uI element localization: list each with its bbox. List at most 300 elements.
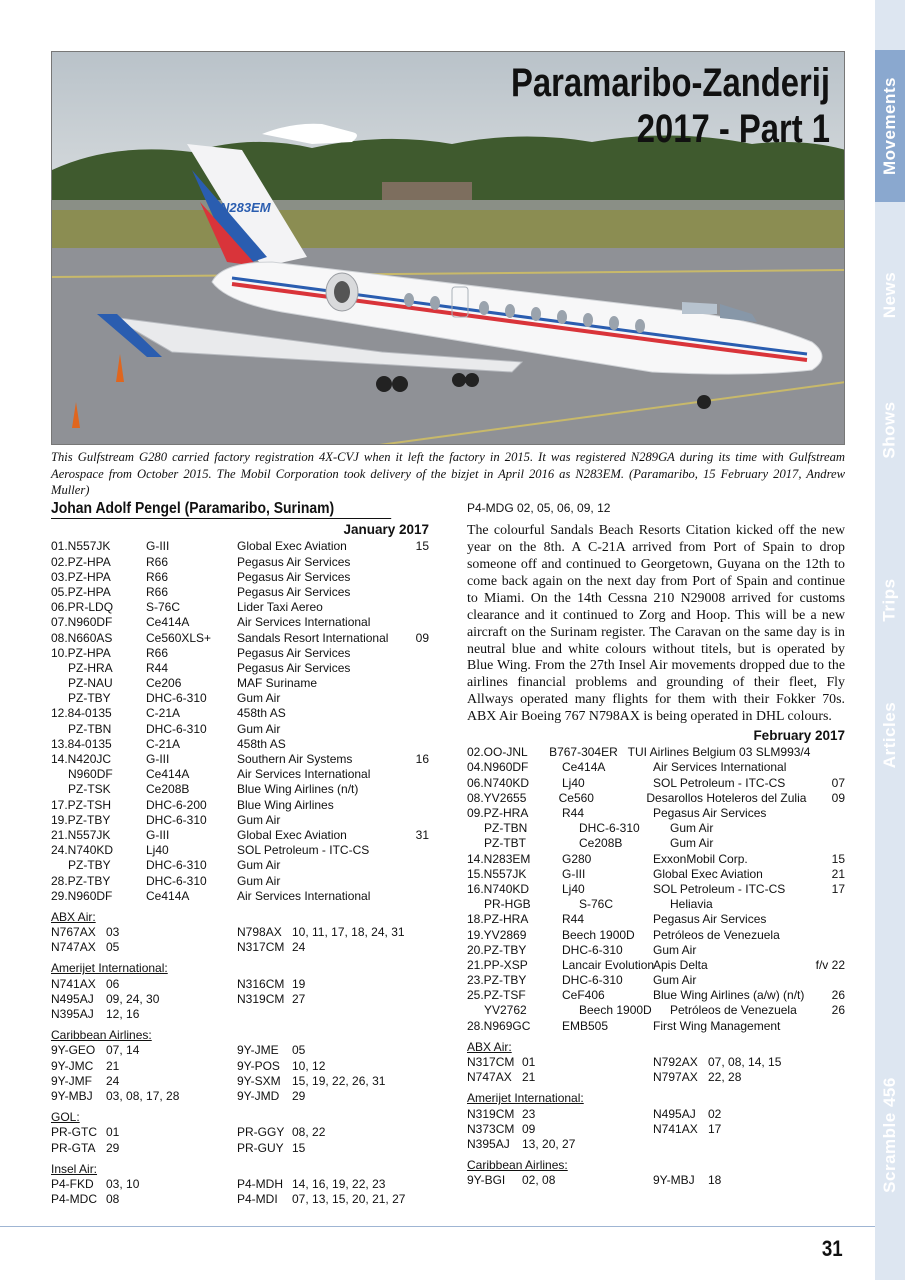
registration: N317CM [467,1055,515,1070]
registration: PR-GUY [237,1140,284,1155]
visit-dates: 24 [292,940,306,955]
airline-groups [51,910,429,1207]
movement-row [467,791,845,806]
aircraft-type: S-76C [146,600,181,615]
departure-date [805,943,845,958]
aircraft-type: Ce414A [562,760,606,775]
visit-dates: 03, 10 [106,1176,140,1191]
registration: PR-HGB [484,897,531,912]
tab-news[interactable]: News [880,271,900,319]
registration: N395AJ [51,1007,94,1022]
aircraft-entry [237,1192,423,1207]
movement-row [51,858,429,873]
aircraft-type: Ce414A [146,615,190,630]
airline-row [51,940,429,955]
departure-date [389,585,429,600]
tab-trips[interactable]: Trips [880,578,899,622]
aircraft-entry [653,1107,839,1122]
aircraft-type: Beech 1900D [579,1003,652,1018]
aircraft-type: R44 [146,660,169,675]
visit-dates: 21 [522,1070,536,1085]
visit-dates: 15, 19, 22, 26, 31 [292,1073,386,1088]
registration: PZ-TBY [68,691,111,706]
visit-dates: 07, 13, 15, 20, 21, 27 [292,1192,406,1207]
movement-row [467,882,845,897]
registration: 13.84-0135 [51,736,112,751]
aircraft-entry [51,1043,237,1058]
operator: Southern Air Systems [237,752,353,767]
airline-group [467,1091,845,1152]
report-paragraph: The colourful Sandals Beach Resorts Citation kicked off the new year on the 8th. A C-21A arrived from Port of Spain to drop someone off and continued to Georgetown, Guyana on the 12th to come back again on the next day from Port of Spain and continue to Miami. On the 14th Cessna 210 N29008 arrived for customs clearance and it continued to Zorg and Hoop. This will be a new aircraft on the Surinam register. The Caravan on the same day is in neutral blue and white colours without titels, but is operated by Blue Wing. From the 27th Insel Air movements dropped due to the airlines financial problems and grounding of their fleet, Fly Allways operated many flights for them with their Fokker 70s. ABX Air Boeing 767 N798AX is being operated in DHL colours. [467,523,845,725]
aircraft-type: Lj40 [562,881,585,896]
operator: Gum Air [237,873,281,888]
movement-row [51,752,429,767]
aircraft-entry [237,1007,423,1022]
departure-date: 15 [831,851,845,866]
registration [237,1007,292,1022]
visit-dates: 13, 20, 27 [522,1137,576,1151]
operator: Gum Air [670,836,714,851]
aircraft-entry [237,940,423,955]
aircraft-type: R44 [562,912,585,927]
registration: 19.YV2869 [467,927,527,942]
aircraft-type: Ce560XLS+ [146,630,212,645]
tail-registration: N283EM [220,200,271,215]
registration: N747AX [467,1070,512,1085]
airline-group [467,1158,845,1188]
registration: 08.YV2655 [467,790,527,805]
registration: N319CM [237,991,285,1006]
aircraft-type: S-76C [579,897,614,912]
visit-dates: 24 [106,1073,120,1088]
movement-row [51,691,429,706]
airline-name: ABX Air: [467,1039,512,1054]
movement-row [467,928,845,943]
registration: PR-GGY [237,1125,285,1140]
departure-date: 26 [831,988,845,1003]
visit-dates: 23 [522,1106,536,1121]
operator: Pegasus Air Services [237,569,351,584]
aircraft-entry [237,992,423,1007]
departure-date [389,706,429,721]
movement-row [467,867,845,882]
aircraft-type: DHC-6-310 [146,691,207,706]
registration: 9Y-MBJ [51,1089,93,1104]
aircraft-type: G-III [146,752,170,767]
registration [653,1137,708,1152]
registration: 20.PZ-TBY [467,942,527,957]
movement-list [467,745,845,1034]
airline-group [467,1040,845,1086]
movement-row [467,958,845,973]
departure-date [805,806,845,821]
operator: Sandals Resort International [237,630,389,645]
movement-row [467,912,845,927]
aircraft-type: DHC-6-310 [562,973,623,988]
aircraft-entry [237,1089,423,1104]
movement-row [51,570,429,585]
aircraft-entry [467,1107,653,1122]
operator: Gum Air [237,691,281,706]
airline-group [51,1162,429,1208]
operator: Blue Wing Airlines (n/t) [237,782,359,797]
visit-dates: 01 [522,1055,536,1070]
operator: Gum Air [237,858,281,873]
aircraft-entry [237,1043,423,1058]
airline-name: Caribbean Airlines: [51,1028,152,1043]
visit-dates: 02, 08 [522,1173,556,1188]
aircraft-type: DHC-6-310 [146,812,207,827]
registration: 14.N420JC [51,752,112,767]
registration: 9Y-GEO [51,1043,96,1058]
departure-date: 09 [831,790,845,805]
operator: Pegasus Air Services [237,584,351,599]
operator: SOL Petroleum - ITC-CS [653,775,786,790]
airline-row [51,1059,429,1074]
aircraft-type: R44 [562,806,585,821]
month-heading: February 2017 [753,728,845,744]
departure-date [805,912,845,927]
operator: SOL Petroleum - ITC-CS [653,881,786,896]
registration: N373CM [467,1121,515,1136]
aircraft-entry [51,1007,237,1022]
visit-dates: 05 [106,940,120,955]
registration: N495AJ [51,991,94,1006]
movement-row [51,843,429,858]
aircraft-entry [51,1125,237,1140]
movement-row [51,555,429,570]
departure-date: 16 [415,752,429,767]
operator: Pegasus Air Services [237,660,351,675]
registration: 04.N960DF [467,760,529,775]
registration: N747AX [51,940,96,955]
visit-dates: 08, 22 [292,1125,326,1140]
tab-issue[interactable]: Scramble 456 [880,1077,900,1193]
airline-row [467,1122,845,1137]
departure-date [389,722,429,737]
operator: Gum Air [237,812,281,827]
operator: Petróleos de Venezuela [653,927,780,942]
registration: 10.PZ-HPA [51,645,111,660]
registration: N317CM [237,940,285,955]
registration: 9Y-JME [237,1043,279,1058]
registration: N960DF [68,767,113,782]
aircraft-entry [51,940,237,955]
registration: 18.PZ-HRA [467,912,529,927]
movement-row [51,874,429,889]
departure-date [389,874,429,889]
visit-dates: 21 [106,1058,120,1073]
registration: PZ-TBT [484,836,526,851]
registration: PR-GTC [51,1125,97,1140]
aircraft-type: CeF406 [562,988,605,1003]
tab-shows[interactable]: Shows [880,401,900,459]
registration: N792AX [653,1055,698,1070]
tab-movements[interactable]: Movements [875,50,905,202]
departure-date [389,737,429,752]
operator: Lider Taxi Aereo [237,600,323,615]
airline-group [51,1028,429,1104]
operator: Pegasus Air Services [237,645,351,660]
registration: PR-GTA [51,1140,96,1155]
registration: 21.N557JK [51,827,111,842]
visit-dates: 02 [708,1106,722,1121]
movement-row [467,806,845,821]
operator: 458th AS [237,706,286,721]
aircraft-type: G-III [562,866,586,881]
registration: PZ-TSK [68,782,111,797]
aircraft-entry [467,1055,653,1070]
airline-row [51,1074,429,1089]
operator: Gum Air [237,721,281,736]
registration: N316CM [237,976,285,991]
departure-date [389,661,429,676]
aircraft-type: G-III [146,827,170,842]
operator: Pegasus Air Services [653,806,767,821]
tab-articles[interactable]: Articles [880,701,899,769]
departure-date [805,836,845,851]
airline-group [51,961,429,1022]
movement-row [51,661,429,676]
movement-row [467,760,845,775]
visit-dates: 12, 16 [106,1007,140,1022]
title-line-1: Paramaribo-Zanderij [511,61,830,105]
airline-row [51,1141,429,1156]
registration: 14.N283EM [467,851,531,866]
departure-date [389,767,429,782]
operator: Apis Delta [653,957,708,972]
aircraft-type: Ce208B [579,836,623,851]
departure-date [810,745,845,760]
aircraft-type: Ce414A [146,767,190,782]
operator: Pegasus Air Services [653,912,767,927]
aircraft-type: Lj40 [562,775,585,790]
movement-row [51,539,429,554]
movement-list [51,539,429,904]
movement-row [51,889,429,904]
departure-date: 21 [831,866,845,881]
aircraft-entry [51,1074,237,1089]
registration: 16.N740KD [467,881,530,896]
registration: 06.N740KD [467,775,530,790]
visit-dates: 10, 11, 17, 18, 24, 31 [292,925,405,940]
operator: Gum Air [653,973,697,988]
registration: PZ-TBN [484,821,528,836]
aircraft-type: Ce208B [146,782,190,797]
aircraft-entry [51,1177,237,1192]
movement-row [51,828,429,843]
departure-date [805,973,845,988]
visit-dates: 08 [106,1192,120,1207]
operator: Global Exec Aviation [653,866,763,881]
operator: Pegasus Air Services [237,554,351,569]
airline-row [467,1107,845,1122]
movement-row [51,722,429,737]
operator: Gum Air [653,942,697,957]
movement-row [51,615,429,630]
registration: 09.PZ-HRA [467,806,529,821]
visit-dates: 03, 08, 17, 28 [106,1089,180,1104]
departure-date [389,813,429,828]
registration: P4-MDH [237,1176,284,1191]
movement-row [51,646,429,661]
departure-date: 09 [415,630,429,645]
registration: N495AJ [653,1106,696,1121]
visit-dates: 18 [708,1173,722,1188]
movement-row [51,600,429,615]
airline-row [51,1177,429,1192]
aircraft-entry [467,1173,653,1188]
aircraft-type: DHC-6-310 [562,942,623,957]
title-line-2: 2017 - Part 1 [636,107,830,151]
movement-row [467,973,845,988]
departure-date: 17 [831,881,845,896]
departure-date: 15 [415,539,429,554]
registration: 9Y-POS [237,1058,280,1073]
registration: P4-MDI [237,1192,278,1207]
airline-row [467,1173,845,1188]
aircraft-entry [51,1141,237,1156]
airline-group [51,1110,429,1156]
registration: 25.PZ-TSF [467,988,526,1003]
registration: 23.PZ-TBY [467,973,527,988]
left-column [51,501,429,1207]
movement-row [51,782,429,797]
aircraft-entry [237,1177,423,1192]
aircraft-type: DHC-6-310 [146,873,207,888]
registration: 05.PZ-HPA [51,584,111,599]
movement-row [51,631,429,646]
registration: 9Y-JMC [51,1058,94,1073]
registration: 9Y-MBJ [653,1173,695,1188]
registration: N319CM [467,1106,515,1121]
movement-row [467,897,845,912]
operator: Blue Wing Airlines [237,797,334,812]
aircraft-type: Lancair Evolution [562,957,655,972]
airline-name: Caribbean Airlines: [467,1158,568,1173]
registration: 21.PP-XSP [467,957,528,972]
visit-dates: 29 [106,1140,120,1155]
departure-date: 26 [831,1003,845,1018]
aircraft-entry [653,1122,839,1137]
registration: P4-FKD [51,1176,94,1191]
registration: 29.N960DF [51,888,113,903]
registration: YV2762 [484,1003,527,1018]
registration: N741AX [653,1121,698,1136]
aircraft-entry [51,925,237,940]
registration: 9Y-JMD [237,1089,280,1104]
registration: 07.N960DF [51,615,113,630]
movement-row [51,706,429,721]
departure-date [389,615,429,630]
registration: N767AX [51,925,96,940]
registration: PZ-TBN [68,721,112,736]
registration: PZ-HRA [68,660,113,675]
visit-dates: 10, 12 [292,1058,326,1073]
aircraft-type: G280 [562,851,592,866]
aircraft-entry [51,992,237,1007]
aircraft-type: Ce206 [146,676,182,691]
aircraft-type: C-21A [146,706,181,721]
registration: 9Y-BGI [467,1173,506,1188]
operator: SOL Petroleum - ITC-CS [237,843,370,858]
registration: 03.PZ-HPA [51,569,111,584]
aircraft-type: Ce414A [146,888,190,903]
aircraft-type: R66 [146,554,169,569]
movement-row [467,776,845,791]
movement-row [51,676,429,691]
airline-name: Amerijet International: [51,961,168,976]
aircraft-entry [653,1173,839,1188]
aircraft-type: DHC-6-310 [579,821,640,836]
registration: 9Y-JMF [51,1073,92,1088]
departure-date [389,782,429,797]
departure-date [389,798,429,813]
airline-row [51,977,429,992]
airline-row [51,925,429,940]
registration: PZ-TBY [68,858,111,873]
aircraft-entry [467,1070,653,1085]
registration: N798AX [237,925,282,940]
airline-groups [467,1040,845,1189]
aircraft-type: Lj40 [146,843,169,858]
operator: Blue Wing Airlines (a/w) (n/t) [653,988,805,1003]
departure-date [805,897,845,912]
page-title [511,60,830,152]
aircraft-type: R66 [146,645,169,660]
visit-dates: 05 [292,1043,306,1058]
movement-row [51,813,429,828]
operator: TUI Airlines Belgium 03 SLM993/4 [627,745,811,760]
departure-date [389,691,429,706]
departure-date [389,646,429,661]
aircraft-type: DHC-6-310 [146,858,207,873]
aircraft-type: R66 [146,569,169,584]
aircraft-entry [237,1125,423,1140]
operator: Global Exec Aviation [237,539,347,554]
movement-row [467,943,845,958]
operator: MAF Suriname [237,676,318,691]
aircraft-type: Ce560 [558,790,594,805]
airline-row [51,992,429,1007]
operator: Air Services International [653,760,787,775]
aircraft-entry [653,1070,839,1085]
aircraft-entry [237,925,423,940]
visit-dates: 06 [106,976,120,991]
insel-air-continued: P4-MDG 02, 05, 06, 09, 12 [467,501,611,515]
page-number: 31 [821,1236,843,1261]
movement-row [51,798,429,813]
operator: Air Services International [237,767,371,782]
airport-heading: Johan Adolf Pengel (Paramaribo, Surinam) [51,501,391,519]
registration: 01.N557JK [51,539,111,554]
visit-dates: 03 [106,925,120,940]
movement-row [467,1003,845,1018]
operator: ExxonMobil Corp. [653,851,748,866]
airline-row [467,1055,845,1070]
airline-row [51,1043,429,1058]
registration: 19.PZ-TBY [51,812,111,827]
airline-name: ABX Air: [51,909,96,924]
visit-dates [708,1137,839,1152]
visit-dates: 17 [708,1121,722,1136]
airline-row [51,1192,429,1207]
operator: 458th AS [237,736,286,751]
visit-dates: 15 [292,1140,306,1155]
aircraft-entry [51,977,237,992]
aircraft-entry [237,977,423,992]
registration: N395AJ [467,1137,510,1151]
